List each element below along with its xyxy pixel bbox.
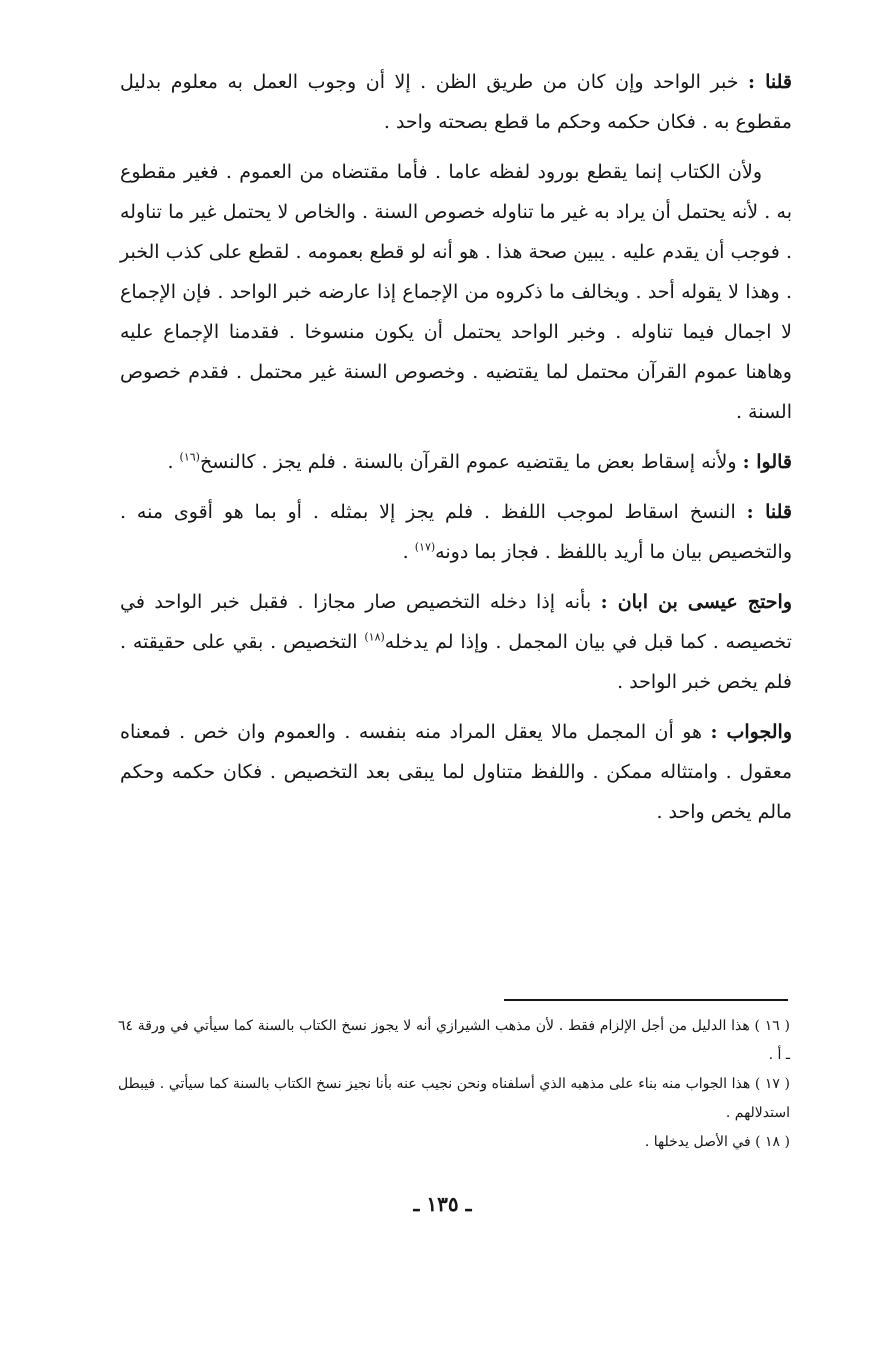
paragraph-lead: قلنا :	[747, 71, 792, 93]
footnote-ref-18[interactable]: (١٨)	[364, 630, 385, 644]
footnote-17: ( ١٧ ) هذا الجواب منه بناء على مذهبه الذي أسلفناه ونحن نجيب عنه بأنا نجيز نسخ الكتاب بالسنة كما سيأتي . فيبطل استدلالهم .	[118, 1076, 790, 1121]
paragraph-lead: قلنا :	[746, 501, 792, 523]
paragraph-reply-1	[120, 62, 792, 142]
footnote-ref-16[interactable]: (١٦)	[179, 450, 200, 464]
paragraph-argument	[120, 152, 792, 432]
paragraph-objection	[120, 442, 792, 482]
footnote-16: ( ١٦ ) هذا الدليل من أجل الإلزام فقط . لأن مذهب الشيرازي أنه لا يجوز نسخ الكتاب بالسنة كما سيأتي في ورقة ٦٤ ـ أ .	[118, 1018, 790, 1063]
paragraph-text: بأنه إذا دخله التخصيص صار مجازا . فقبل خبر الواحد في تخصيصه . كما قبل في بيان المجمل . وإذا لم يدخله	[120, 591, 792, 653]
paragraph-text: النسخ اسقاط لموجب اللفظ . فلم يجز إلا بمثله . أو بما هو أقوى منه . والتخصيص بيان ما أريد باللفظ . فجاز بما دونه	[120, 501, 792, 563]
footnote-18: ( ١٨ ) في الأصل يدخلها .	[644, 1134, 790, 1150]
paragraph-tail: .	[167, 451, 180, 473]
page-number: ـ ١٣٥ ـ	[413, 1192, 472, 1216]
paragraph-reply-2	[120, 492, 792, 572]
paragraph-text: هو أن المجمل مالا يعقل المراد منه بنفسه . والعموم وان خص . فمعناه معقول . وامتثاله ممكن . واللفظ متناول لما يبقى بعد التخصيص . فكان حكمه وحكم مالم يخص واحد .	[120, 721, 792, 823]
paragraph-lead: والجواب :	[710, 721, 792, 743]
paragraph-tail: التخصيص . بقي على حقيقته . فلم يخص خبر الواحد .	[120, 631, 792, 693]
footnotes	[118, 1012, 790, 1157]
paragraph-lead: قالوا :	[742, 451, 792, 473]
paragraph-lead: واحتج عيسى بن ابان :	[600, 591, 793, 613]
paragraph-isa-argument	[120, 582, 792, 702]
footnote-ref-17[interactable]: (١٧)	[414, 540, 436, 554]
footnote-divider	[504, 999, 788, 1001]
paragraph-text: ولأنه إسقاط بعض ما يقتضيه عموم القرآن بالسنة . فلم يجز . كالنسخ	[199, 451, 743, 473]
paragraph-text: ولأن الكتاب إنما يقطع بورود لفظه عاما . فأما مقتضاه من العموم . فغير مقطوع به . لأنه يحتمل أن يراد به غير ما تناوله خصوص السنة . والخاص لا يحتمل غير ما تناوله . فوجب أن يقدم عليه . يبين صحة هذا . هو أنه لو قطع بعمومه . لقطع على كذب الخبر . وهذا لا يقوله أحد . ويخالف ما ذكروه من الإجماع إذا عارضه خبر الواحد . فإن الإجماع لا اجمال فيما تناوله . وخبر الواحد يحتمل أن يكون منسوخا . فقدمنا الإجماع عليه وهاهنا عموم القرآن محتمل لما يقتضيه . وخصوص السنة غير محتمل . فقدم خصوص السنة .	[120, 161, 792, 423]
paragraph-text: خبر الواحد وإن كان من طريق الظن . إلا أن وجوب العمل به معلوم بدليل مقطوع به . فكان حكمه وحكم ما قطع بصحته واحد .	[120, 71, 792, 133]
main-text	[120, 62, 792, 842]
paragraph-tail: .	[402, 541, 415, 563]
paragraph-answer	[120, 712, 792, 832]
